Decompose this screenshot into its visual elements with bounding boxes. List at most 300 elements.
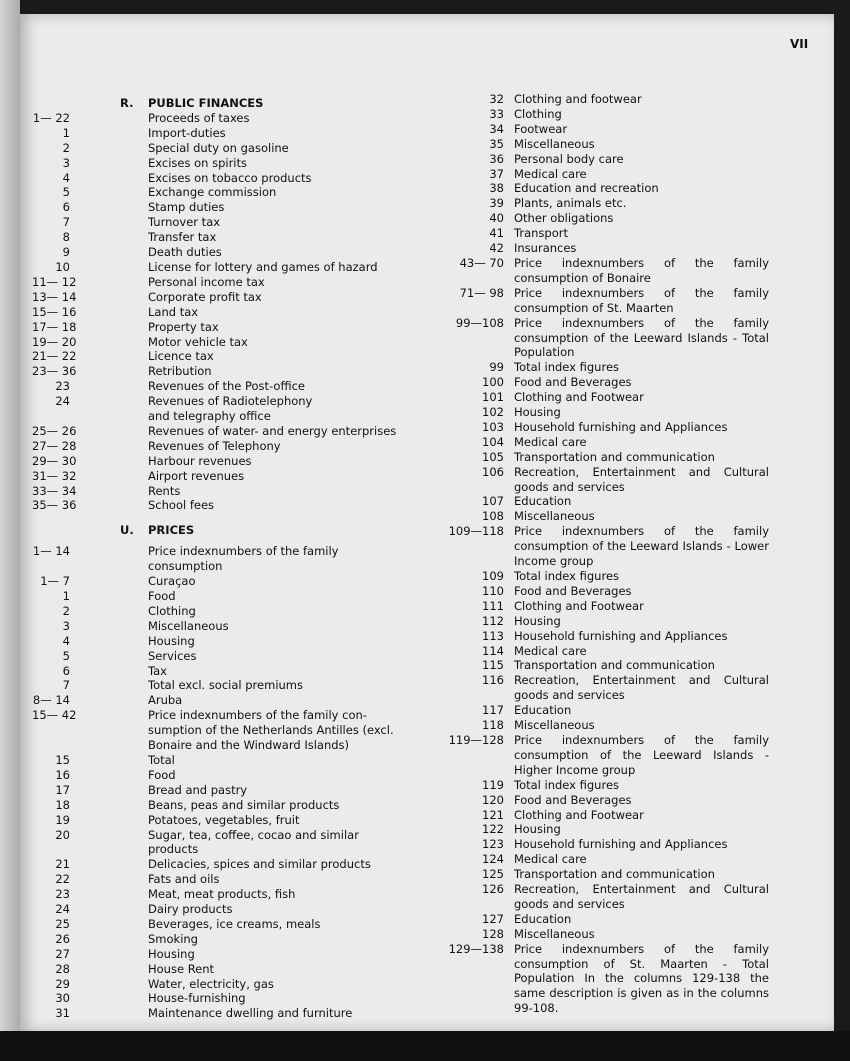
list-item [32, 619, 412, 634]
table-description: Miscellaneous [148, 618, 229, 633]
table-description: Beans, peas and similar products [148, 797, 340, 812]
list-item [32, 857, 412, 872]
table-number: 7 [62, 215, 70, 230]
table-description: Import-duties [148, 125, 226, 140]
table-description: Price indexnumbers of the family consumption of Bonaire [514, 255, 769, 285]
table-number: 129—138 [448, 941, 504, 956]
table-description: Rents [148, 483, 181, 498]
list-item [430, 375, 810, 390]
table-number: 1— 22 [32, 110, 70, 125]
table-description: Revenues of the Post-office [148, 379, 305, 394]
page-number: VII [790, 37, 809, 51]
list-item [32, 156, 412, 171]
table-number: 41 [489, 226, 504, 241]
list-item [32, 887, 412, 902]
table-description: Household furnishing and Appliances [514, 628, 728, 643]
table-number: 5 [62, 185, 70, 200]
table-number: 115 [482, 658, 504, 673]
table-number: 6 [62, 200, 70, 215]
table-number: 126 [482, 882, 504, 897]
table-number: 19— 20 [32, 334, 77, 349]
list-item [430, 450, 810, 465]
table-number: 118 [482, 718, 504, 733]
table-description: Special duty on gasoline [148, 140, 289, 155]
table-description: and telegraphy office [148, 409, 271, 424]
table-number: 10 [55, 259, 70, 274]
table-description: Meat, meat products, fish [148, 887, 296, 902]
book-spine [0, 0, 20, 1061]
table-number: 108 [482, 509, 504, 524]
list-item [32, 185, 412, 200]
table-number: 33— 34 [32, 483, 77, 498]
list-item [430, 569, 810, 584]
list-item [430, 882, 810, 912]
list-item [32, 230, 412, 245]
table-description: Food [148, 589, 176, 603]
list-item [430, 494, 810, 509]
table-description: Bread and pastry [148, 782, 248, 797]
table-number: 1 [62, 589, 70, 603]
table-description: Potatoes, vegetables, fruit [148, 812, 300, 827]
list-item [32, 215, 412, 230]
table-number: 6 [62, 663, 70, 678]
table-number: 120 [482, 792, 504, 807]
table-description: House-furnishing [148, 991, 246, 1006]
table-description: Personal body care [514, 151, 624, 166]
list-item [430, 584, 810, 599]
table-number: 2 [62, 603, 70, 618]
table-number: 29— 30 [32, 453, 77, 468]
table-number: 3 [62, 155, 70, 170]
list-item [32, 335, 412, 350]
table-number: 102 [482, 405, 504, 420]
list-item [32, 275, 412, 290]
table-description: Fats and oils [148, 872, 220, 887]
list-item [32, 320, 412, 335]
table-description: School fees [148, 498, 215, 513]
table-description: Footwear [514, 121, 568, 136]
list-item [430, 137, 810, 152]
table-number: 31 [55, 1006, 70, 1021]
table-description: House Rent [148, 961, 215, 976]
table-description: Miscellaneous [514, 718, 595, 733]
list-item [430, 256, 810, 286]
table-description: Price indexnumbers of the family [148, 544, 339, 559]
list-item [32, 634, 412, 649]
table-number: 100 [482, 375, 504, 390]
list-item [32, 649, 412, 664]
list-item [32, 559, 412, 574]
table-description: Proceeds of taxes [148, 110, 250, 125]
list-item [32, 589, 412, 604]
table-description: products [148, 842, 199, 857]
table-number [32, 842, 70, 857]
table-description: Services [148, 648, 197, 663]
table-description: Recreation, Entertainment and Cultural goods and services [514, 673, 769, 703]
list-item [32, 141, 412, 156]
table-number: 43— 70 [459, 255, 504, 270]
table-description: consumption [148, 559, 223, 574]
table-description: Education and recreation [514, 181, 659, 196]
table-description: Excises on tobacco products [148, 170, 312, 185]
list-item [32, 604, 412, 619]
list-item [430, 226, 810, 241]
table-number: 38 [489, 181, 504, 196]
list-item [32, 768, 412, 783]
list-item [32, 932, 412, 947]
list-item [32, 693, 412, 708]
list-item [430, 152, 810, 167]
list-item [430, 211, 810, 226]
list-item [32, 409, 412, 424]
table-number: 23 [55, 379, 70, 394]
table-number [32, 409, 70, 424]
table-number: 119 [482, 777, 504, 792]
table-description: Dairy products [148, 902, 233, 917]
table-description: Food and Beverages [514, 792, 632, 807]
table-description: Clothing and Footwear [514, 598, 644, 613]
list-item [430, 927, 810, 942]
table-number: 123 [482, 837, 504, 852]
list-item [32, 872, 412, 887]
table-description: Miscellaneous [514, 926, 595, 941]
table-number: 23 [55, 887, 70, 902]
table-number: 107 [482, 494, 504, 509]
list-item [32, 708, 412, 723]
table-number: 24 [55, 394, 70, 409]
table-number: 19 [55, 812, 70, 827]
table-description: Revenues of Radiotelephony [148, 394, 313, 409]
table-number: 15 [55, 752, 70, 767]
table-description: Medical care [514, 852, 587, 867]
list-item [430, 867, 810, 882]
list-item [430, 435, 810, 450]
table-description: Price indexnumbers of the family con- [148, 708, 367, 723]
list-item [32, 962, 412, 977]
list-item [32, 454, 412, 469]
list-item [430, 703, 810, 718]
list-item [430, 524, 810, 569]
list-item [32, 738, 412, 753]
list-item [430, 852, 810, 867]
list-item [32, 200, 412, 215]
list-item [430, 837, 810, 852]
table-number: 24 [55, 902, 70, 917]
table-number: 112 [482, 613, 504, 628]
table-number: 23— 36 [32, 364, 77, 379]
table-number: 122 [482, 822, 504, 837]
table-description: Miscellaneous [514, 136, 595, 151]
table-number: 7 [62, 678, 70, 693]
list-item [430, 912, 810, 927]
list-item [32, 1006, 412, 1021]
table-description: Delicacies, spices and similar products [148, 857, 371, 872]
table-number: 15— 16 [32, 304, 77, 319]
list-item [430, 405, 810, 420]
table-description: Insurances [514, 241, 577, 256]
table-description: Motor vehicle tax [148, 334, 248, 349]
left-column [32, 96, 412, 1021]
table-number: 31— 32 [32, 468, 77, 483]
list-item [430, 629, 810, 644]
table-description: Beverages, ice creams, meals [148, 916, 321, 931]
right-column [430, 92, 810, 1016]
table-number: 119—128 [448, 732, 504, 747]
table-description: Transport [514, 226, 568, 241]
table-number: 3 [62, 618, 70, 633]
table-number: 21 [55, 857, 70, 872]
table-description: Clothing and Footwear [514, 807, 644, 822]
table-description: Airport revenues [148, 468, 245, 483]
table-description: Total [148, 752, 175, 767]
table-number: 113 [482, 628, 504, 643]
table-description: Curaçao [148, 574, 196, 589]
table-number: 8— 14 [32, 693, 70, 708]
table-number: 4 [62, 170, 70, 185]
table-number: 30 [55, 991, 70, 1006]
prices-continued-list [430, 92, 810, 1016]
list-item [430, 420, 810, 435]
table-description: Medical care [514, 434, 587, 449]
list-item [32, 678, 412, 693]
list-item [430, 599, 810, 614]
list-item [32, 544, 412, 559]
table-description: Revenues of Telephony [148, 438, 281, 453]
table-description: Price indexnumbers of the family consumption of the Leeward Islands - Higher Income group [514, 732, 769, 777]
table-description: Recreation, Entertainment and Cultural goods and services [514, 464, 769, 494]
table-number: 11— 12 [32, 274, 77, 289]
table-number: 105 [482, 449, 504, 464]
table-description: Water, electricity, gas [148, 976, 274, 991]
table-description: Total excl. social premiums [148, 678, 303, 693]
list-item [430, 644, 810, 659]
table-number: 111 [482, 598, 504, 613]
table-number: 109—118 [448, 524, 504, 539]
table-number: 1— 14 [32, 544, 70, 559]
table-description: Revenues of water- and energy enterprises [148, 423, 397, 438]
list-item [32, 947, 412, 962]
list-item [32, 290, 412, 305]
list-item [430, 673, 810, 703]
list-item [32, 574, 412, 589]
table-number: 117 [482, 703, 504, 718]
list-item [430, 286, 810, 316]
table-number: 39 [489, 196, 504, 211]
table-description: Price indexnumbers of the family consumption of St. Maarten - Total Population In the columns 129-138 the same description is given as in the columns 99-108. [514, 941, 769, 1016]
table-number: 1— 7 [40, 574, 70, 589]
table-number: 25 [55, 916, 70, 931]
table-number: 99 [489, 360, 504, 375]
list-item [430, 196, 810, 211]
table-number: 18 [55, 797, 70, 812]
section-heading-r [32, 96, 412, 111]
table-description: Food and Beverages [514, 375, 632, 390]
table-description: Licence tax [148, 349, 214, 364]
list-item [32, 917, 412, 932]
table-number: 114 [482, 643, 504, 658]
section-heading-u [32, 523, 412, 538]
table-number: 37 [489, 166, 504, 181]
list-item [430, 167, 810, 182]
table-description: Transportation and communication [514, 867, 715, 882]
list-item [32, 260, 412, 275]
table-description: License for lottery and games of hazard [148, 259, 378, 274]
table-description: Sugar, tea, coffee, cocao and similar [148, 827, 359, 842]
section-title: PRICES [148, 523, 195, 538]
table-number: 35 [489, 136, 504, 151]
list-item [32, 977, 412, 992]
list-item [32, 364, 412, 379]
list-item [32, 842, 412, 857]
table-number: 103 [482, 419, 504, 434]
table-number: 20 [55, 827, 70, 842]
table-description: Corporate profit tax [148, 289, 262, 304]
table-number: 2 [62, 140, 70, 155]
table-description: Transportation and communication [514, 449, 715, 464]
table-number: 27 [55, 946, 70, 961]
table-description: Clothing and Footwear [514, 390, 644, 405]
table-description: Housing [514, 405, 561, 420]
list-item [32, 126, 412, 141]
list-item [430, 614, 810, 629]
table-description: Education [514, 703, 572, 718]
table-description: Food [148, 767, 176, 782]
table-number: 116 [482, 673, 504, 688]
table-description: Household furnishing and Appliances [514, 837, 728, 852]
table-description: Education [514, 494, 572, 509]
table-number [32, 559, 70, 574]
list-item [32, 753, 412, 768]
table-number: 29 [55, 976, 70, 991]
table-number: 22 [55, 872, 70, 887]
table-number: 40 [489, 211, 504, 226]
table-number: 125 [482, 867, 504, 882]
table-description: Food and Beverages [514, 583, 632, 598]
table-number: 25— 26 [32, 423, 77, 438]
list-item [430, 241, 810, 256]
table-number: 104 [482, 434, 504, 449]
list-item [32, 828, 412, 843]
table-description: Total index figures [514, 777, 620, 792]
table-description: Clothing and footwear [514, 92, 642, 106]
table-number: 121 [482, 807, 504, 822]
table-description: Excises on spirits [148, 155, 247, 170]
table-number: 128 [482, 926, 504, 941]
table-description: Retribution [148, 364, 212, 379]
list-item [32, 171, 412, 186]
list-item [32, 424, 412, 439]
list-item [32, 439, 412, 454]
list-item [430, 822, 810, 837]
table-number: 33 [489, 106, 504, 121]
table-number: 101 [482, 390, 504, 405]
list-item [430, 360, 810, 375]
section-letter: R. [120, 96, 134, 110]
list-item [32, 664, 412, 679]
table-number: 35— 36 [32, 498, 77, 513]
table-description: Medical care [514, 166, 587, 181]
list-item [430, 793, 810, 808]
list-item [430, 181, 810, 196]
section-title: PUBLIC FINANCES [148, 96, 264, 110]
table-description: Transportation and communication [514, 658, 715, 673]
scan-border [0, 1031, 850, 1061]
table-description: Total index figures [514, 360, 620, 375]
table-description: Price indexnumbers of the family consumption of St. Maarten [514, 285, 769, 315]
table-description: Housing [148, 633, 195, 648]
list-item [430, 718, 810, 733]
list-item [430, 509, 810, 524]
finances-list [32, 111, 412, 513]
table-number: 17 [55, 782, 70, 797]
table-description: Clothing [148, 603, 196, 618]
table-description: Maintenance dwelling and furniture [148, 1006, 353, 1021]
table-description: Household furnishing and Appliances [514, 419, 728, 434]
table-number: 5 [62, 648, 70, 663]
list-item [32, 723, 412, 738]
table-description: Housing [514, 822, 561, 837]
table-description: Turnover tax [148, 215, 221, 230]
table-description: Clothing [514, 106, 562, 121]
list-item [430, 390, 810, 405]
list-item [32, 394, 412, 409]
table-number: 127 [482, 911, 504, 926]
list-item [32, 349, 412, 364]
table-number: 36 [489, 151, 504, 166]
table-description: Exchange commission [148, 185, 277, 200]
list-item [32, 469, 412, 484]
table-description: Personal income tax [148, 274, 265, 289]
table-number: 110 [482, 583, 504, 598]
list-item [32, 991, 412, 1006]
table-number: 124 [482, 852, 504, 867]
table-number: 1 [62, 125, 70, 140]
list-item [430, 778, 810, 793]
table-description: Education [514, 911, 572, 926]
table-description: Death duties [148, 245, 222, 260]
table-number: 71— 98 [459, 285, 504, 300]
table-description: Plants, animals etc. [514, 196, 627, 211]
table-description: Housing [148, 946, 195, 961]
table-number: 99—108 [455, 315, 504, 330]
list-item [32, 783, 412, 798]
table-number: 17— 18 [32, 319, 77, 334]
table-number: 13— 14 [32, 289, 77, 304]
table-number: 15— 42 [32, 708, 77, 723]
table-number: 26 [55, 931, 70, 946]
list-item [32, 379, 412, 394]
list-item [430, 92, 810, 107]
list-item [430, 808, 810, 823]
table-description: Land tax [148, 304, 199, 319]
list-item [430, 122, 810, 137]
table-description: Aruba [148, 693, 183, 708]
list-item [430, 658, 810, 673]
table-number: 32 [489, 92, 504, 106]
table-description: Smoking [148, 931, 198, 946]
table-description: Other obligations [514, 211, 614, 226]
list-item [32, 305, 412, 320]
table-description: Harbour revenues [148, 453, 252, 468]
table-number: 9 [62, 245, 70, 260]
table-description: Price indexnumbers of the family consumption of the Leeward Islands - Lower Income group [514, 524, 769, 569]
table-description: Transfer tax [148, 230, 217, 245]
table-description: Stamp duties [148, 200, 225, 215]
table-description: Total index figures [514, 569, 620, 583]
list-item [32, 245, 412, 260]
table-description: Housing [514, 613, 561, 628]
table-number: 4 [62, 633, 70, 648]
